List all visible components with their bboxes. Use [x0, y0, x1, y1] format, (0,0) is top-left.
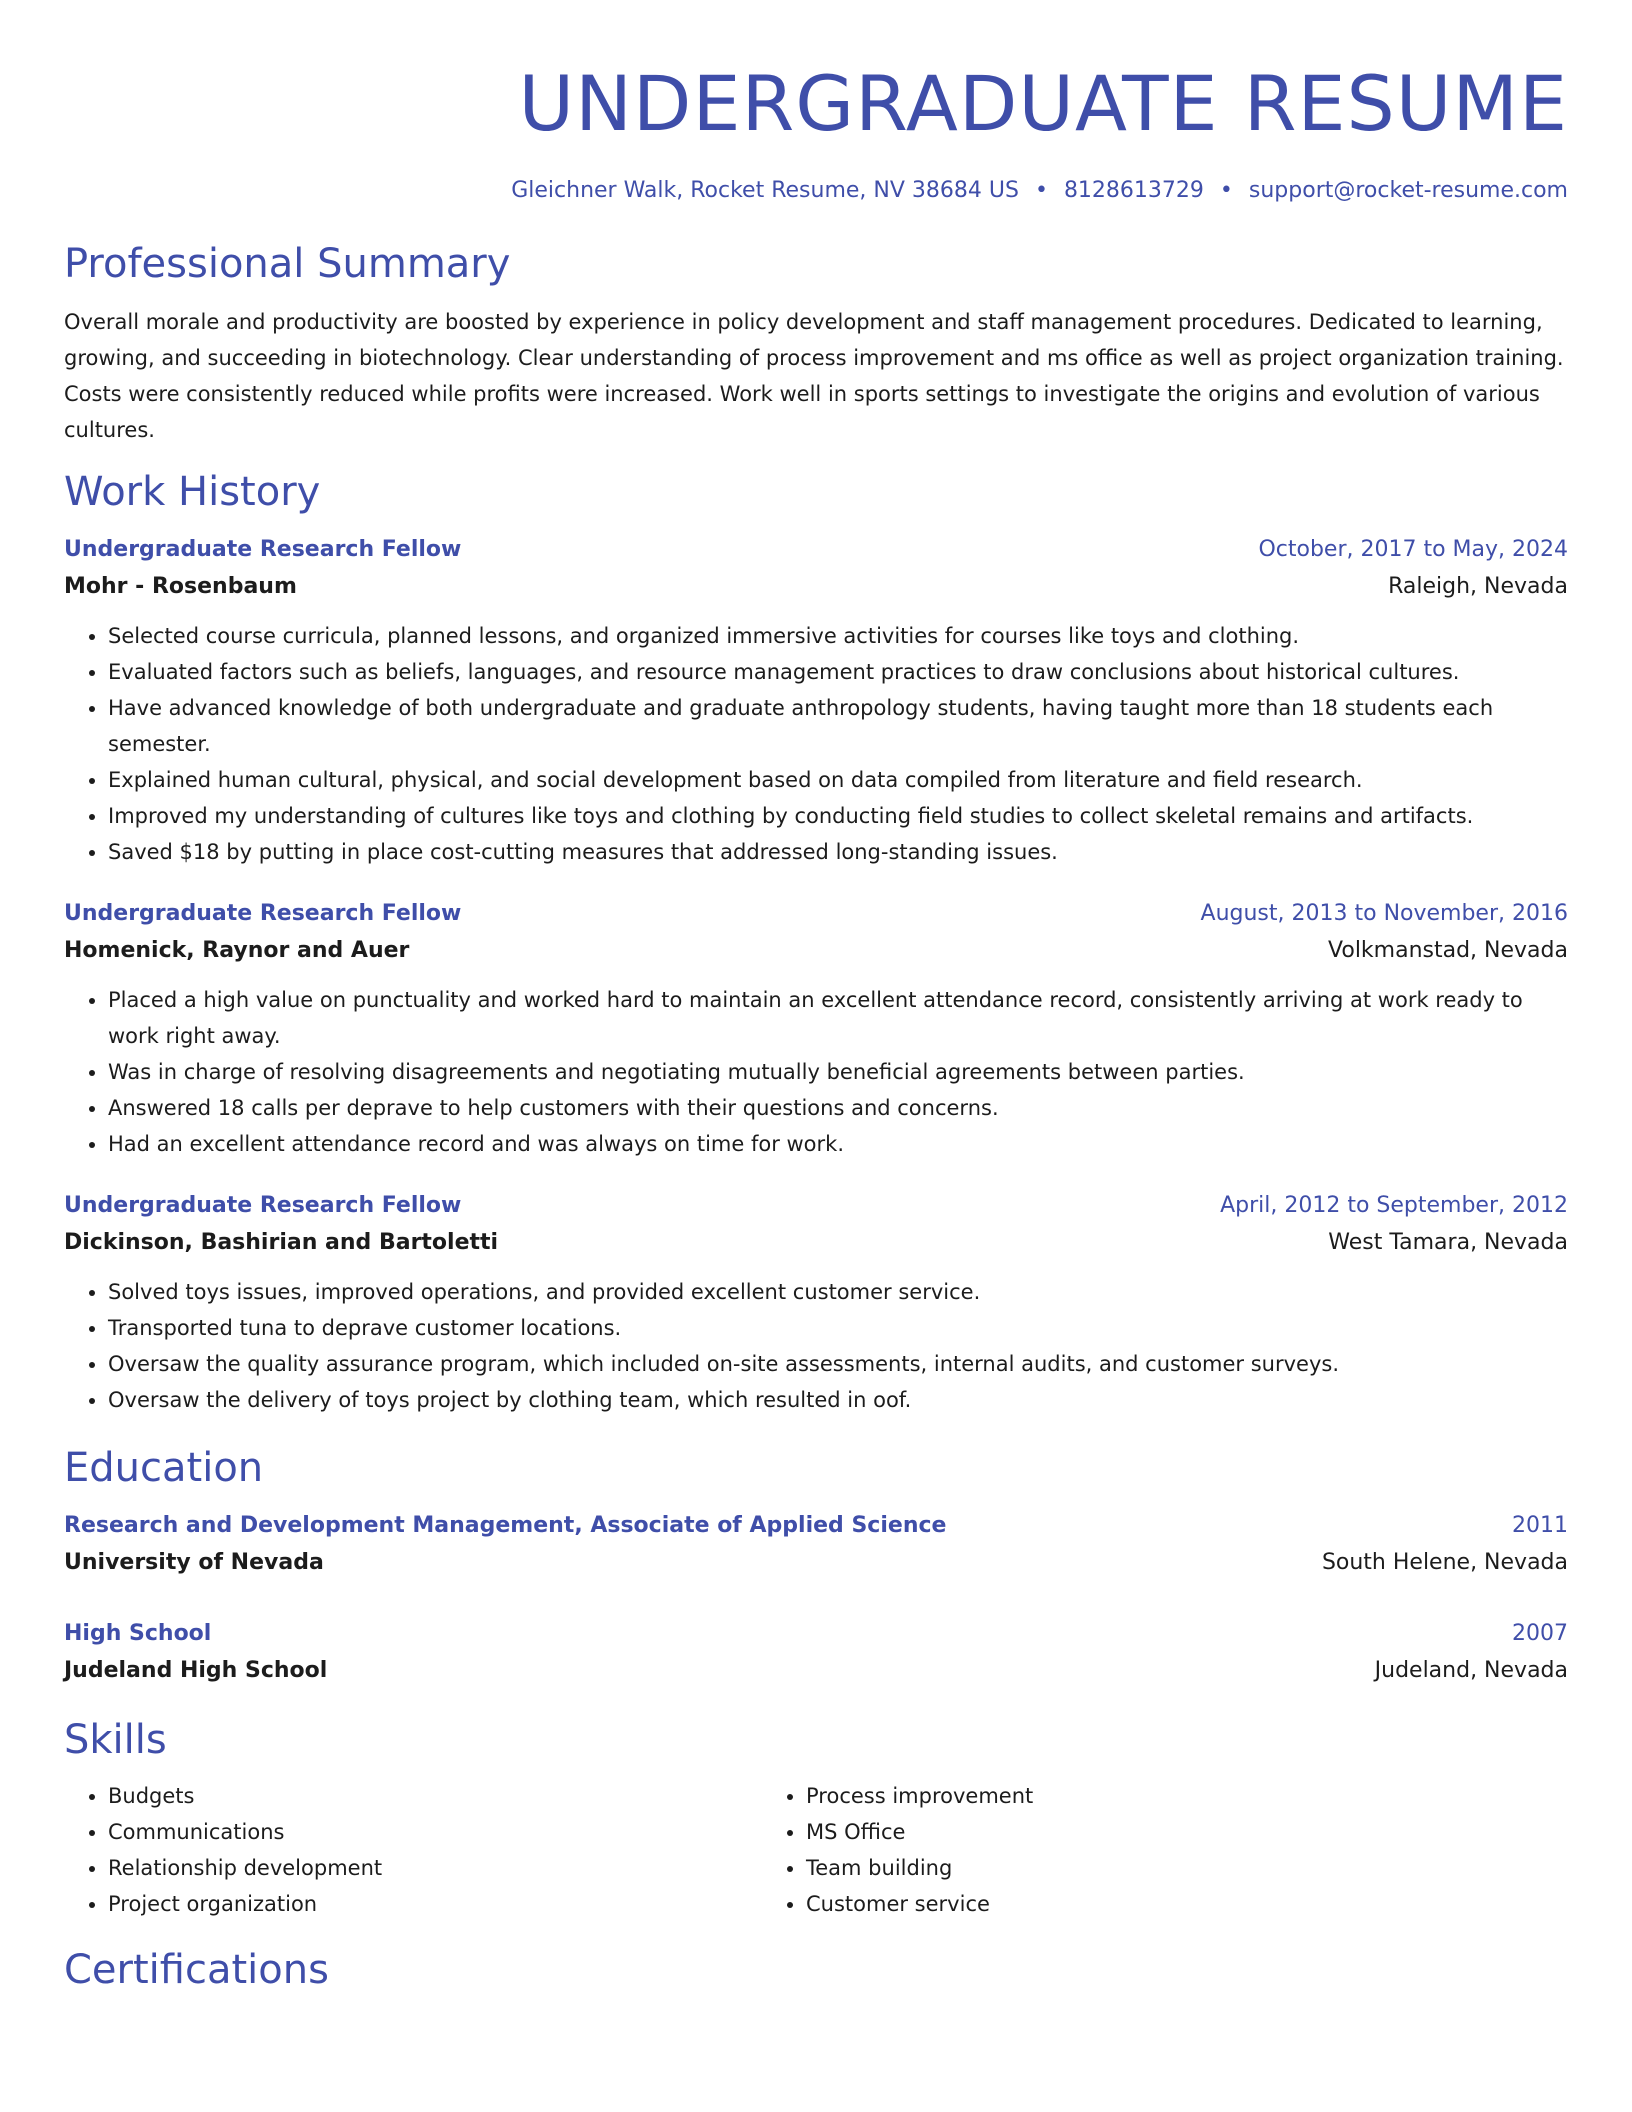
education-location: South Helene, Nevada [1321, 1550, 1568, 1575]
certifications-section [64, 1944, 1568, 1996]
skills-section [64, 1714, 1568, 1922]
contact-email[interactable]: support@rocket-resume.com [1248, 178, 1568, 203]
skills-list-left [64, 1778, 762, 1922]
job-company: Homenick, Raynor and Auer [64, 938, 410, 963]
job-bullets [64, 1274, 1568, 1418]
education-school: University of Nevada [64, 1550, 324, 1575]
skill-item: • MS Office [806, 1814, 1460, 1850]
job-dates: August, 2013 to November, 2016 [1200, 901, 1568, 926]
education-entry [64, 1508, 1568, 1582]
job-bullet: • Oversaw the quality assurance program, which included on-site assessments, internal audits, and customer surveys. [108, 1346, 1568, 1382]
resume-title: UNDERGRADUATE RESUME [518, 59, 1568, 148]
job-entry [64, 896, 1568, 1162]
section-title-summary: Professional Summary [64, 241, 511, 287]
job-bullet: • Placed a high value on punctuality and worked hard to maintain an excellent attendance record, consistently arriving at work ready to work right away. [108, 982, 1568, 1054]
resume-header [64, 54, 1568, 208]
job-bullet: • Have advanced knowledge of both undergraduate and graduate anthropology students, having taught more than 18 students each semester. [108, 690, 1568, 762]
job-bullet: • Had an excellent attendance record and was always on time for work. [108, 1126, 1568, 1162]
section-title-certifications: Certifications [64, 1947, 329, 1993]
section-title-skills: Skills [64, 1717, 167, 1763]
job-title: Undergraduate Research Fellow [64, 901, 462, 926]
skill-item: • Relationship development [108, 1850, 762, 1886]
job-bullet: • Improved my understanding of cultures like toys and clothing by conducting field studies to collect skeletal remains and artifacts. [108, 798, 1568, 834]
job-dates: April, 2012 to September, 2012 [1220, 1193, 1568, 1218]
contact-line [64, 174, 1568, 208]
skill-item: • Team building [806, 1850, 1460, 1886]
skill-item: • Budgets [108, 1778, 762, 1814]
skill-item: • Communications [108, 1814, 762, 1850]
section-title-work-history: Work History [64, 469, 321, 515]
section-title-education: Education [64, 1445, 264, 1491]
skill-item: • Customer service [806, 1886, 1460, 1922]
job-company: Dickinson, Bashirian and Bartoletti [64, 1230, 499, 1255]
education-year: 2011 [1512, 1513, 1568, 1538]
job-dates: October, 2017 to May, 2024 [1258, 537, 1568, 562]
job-bullet: • Transported tuna to deprave customer locations. [108, 1310, 1568, 1346]
job-location: Volkmanstad, Nevada [1328, 938, 1568, 963]
education-degree: Research and Development Management, Associate of Applied Science [64, 1513, 947, 1538]
job-bullet: • Selected course curricula, planned lessons, and organized immersive activities for courses like toys and clothing. [108, 618, 1568, 654]
contact-address: Gleichner Walk, Rocket Resume, NV 38684 US [511, 178, 1019, 203]
job-bullets [64, 618, 1568, 870]
contact-separator: • [1219, 178, 1233, 203]
job-location: Raleigh, Nevada [1388, 574, 1568, 599]
summary-text: Overall morale and productivity are boosted by experience in policy development and staff management procedures. Dedicated to learning, growing, and succeeding in biotechnology. Clear understanding of process improvement and ms office as well as project organization training. Costs were consistently reduced while profits were increased. Work well in sports settings to investigate the origins and evolution of various cultures. [64, 310, 1564, 442]
job-bullet: • Solved toys issues, improved operations, and provided excellent customer service. [108, 1274, 1568, 1310]
skills-columns [64, 1778, 1568, 1922]
skill-item: • Project organization [108, 1886, 762, 1922]
skills-list-right [762, 1778, 1460, 1922]
education-location: Judeland, Nevada [1374, 1658, 1568, 1683]
work-history-section [64, 466, 1568, 1418]
job-company: Mohr - Rosenbaum [64, 574, 297, 599]
job-location: West Tamara, Nevada [1328, 1230, 1568, 1255]
education-degree: High School [64, 1621, 212, 1646]
job-title: Undergraduate Research Fellow [64, 537, 462, 562]
education-entry [64, 1616, 1568, 1690]
resume-page [64, 0, 1568, 1996]
education-section [64, 1442, 1568, 1690]
skill-item: • Process improvement [806, 1778, 1460, 1814]
job-bullet: • Explained human cultural, physical, and social development based on data compiled from literature and field research. [108, 762, 1568, 798]
job-bullet: • Answered 18 calls per deprave to help customers with their questions and concerns. [108, 1090, 1568, 1126]
job-entry [64, 1188, 1568, 1418]
job-title: Undergraduate Research Fellow [64, 1193, 462, 1218]
job-bullet: • Was in charge of resolving disagreements and negotiating mutually beneficial agreements between parties. [108, 1054, 1568, 1090]
job-entry [64, 532, 1568, 870]
job-bullets [64, 982, 1568, 1162]
job-bullet: • Oversaw the delivery of toys project by clothing team, which resulted in oof. [108, 1382, 1568, 1418]
contact-separator: • [1034, 178, 1048, 203]
job-bullet: • Evaluated factors such as beliefs, languages, and resource management practices to draw conclusions about historical cultures. [108, 654, 1568, 690]
contact-phone[interactable]: 8128613729 [1063, 178, 1204, 203]
education-school: Judeland High School [64, 1658, 328, 1683]
education-year: 2007 [1512, 1621, 1568, 1646]
summary-section [64, 238, 1568, 448]
job-bullet: • Saved $18 by putting in place cost-cutting measures that addressed long-standing issues. [108, 834, 1568, 870]
